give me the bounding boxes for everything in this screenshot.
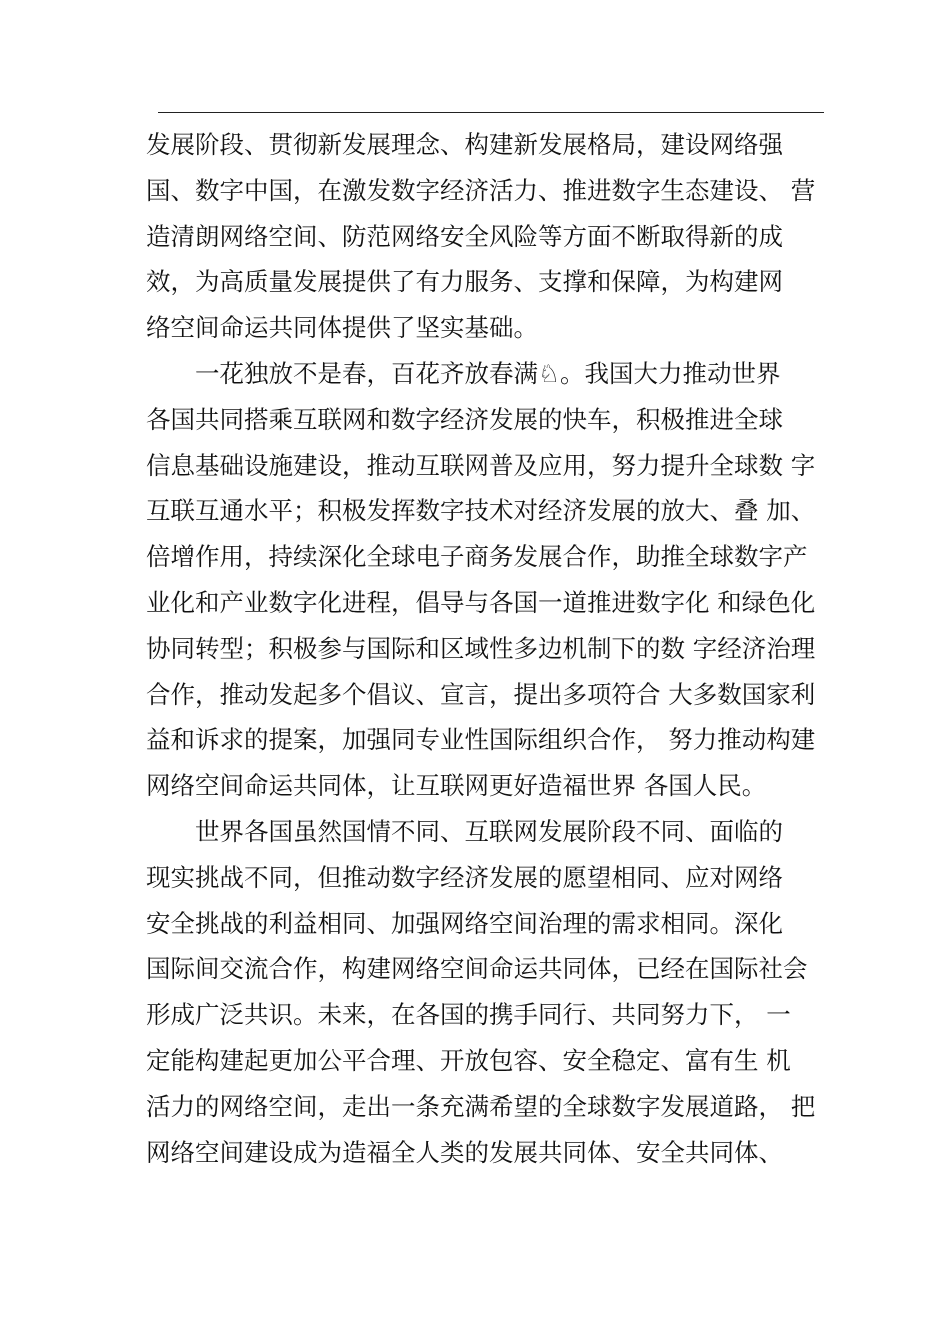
document-body xyxy=(146,122,836,1175)
text-line: 网络空间建设成为造福全人类的发展共同体、安全共同体、 xyxy=(146,1137,783,1167)
text-line: 益和诉求的提案，加强同专业性国际组织合作， 努力推动构建 xyxy=(146,725,816,755)
paragraph-1 xyxy=(146,122,836,351)
text-line: 形成广泛共识。未来，在各国的携手同行、共同努力下， 一 xyxy=(146,1000,791,1030)
text-line: 世界各国虽然国情不同、互联网发展阶段不同、面临的 xyxy=(195,816,783,846)
text-line: 国际间交流合作，构建网络空间命运共同体，已经在国际社会 xyxy=(146,954,808,984)
text-line: 发展阶段、贯彻新发展理念、构建新发展格局，建设网络强 xyxy=(146,130,783,159)
text-line: 效，为高质量发展提供了有力服务、支撑和保障，为构建网 xyxy=(146,267,783,297)
text-line: 国、数字中国，在激发数字经济活力、推进数字生态建设、 营 xyxy=(146,175,816,205)
text-line: 网络空间命运共同体，让互联网更好造福世界 各国人民。 xyxy=(146,771,767,801)
paragraph-3 xyxy=(146,809,836,1175)
text-line: 活力的网络空间，走出一条充满希望的全球数字发展道路， 把 xyxy=(146,1091,816,1121)
text-line: 协同转型；积极参与国际和区域性多边机制下的数 字经济治理 xyxy=(146,633,816,663)
text-line: 互联互通水平；积极发挥数字技术对经济发展的放大、叠 加、 xyxy=(146,496,816,526)
text-line: 合作，推动发起多个倡议、宣言，提出多项符合 大多数国家利 xyxy=(146,679,816,709)
text-line: 安全挑战的利益相同、加强网络空间治理的需求相同。深化 xyxy=(146,908,783,938)
text-line: 倍增作用，持续深化全球电子商务发展合作，助推全球数字产 xyxy=(146,542,808,572)
text-line: 一花独放不是春，百花齐放春满♘。我国大力推动世界 xyxy=(195,358,781,388)
text-line: 现实挑战不同，但推动数字经济发展的愿望相同、应对网络 xyxy=(146,862,783,892)
paragraph-2 xyxy=(146,351,836,809)
text-line: 业化和产业数字化进程，倡导与各国一道推进数字化 和绿色化 xyxy=(146,587,816,617)
text-line: 造清朗网络空间、防范网络安全风险等方面不断取得新的成 xyxy=(146,221,783,251)
header-rule xyxy=(158,112,824,113)
text-line: 各国共同搭乘互联网和数字经济发展的快车，积极推进全球 xyxy=(146,404,783,434)
text-line: 信息基础设施建设，推动互联网普及应用，努力提升全球数 字 xyxy=(146,450,816,480)
text-line: 定能构建起更加公平合理、开放包容、安全稳定、富有生 机 xyxy=(146,1045,791,1075)
text-line: 络空间命运共同体提供了坚实基础。 xyxy=(146,313,538,343)
